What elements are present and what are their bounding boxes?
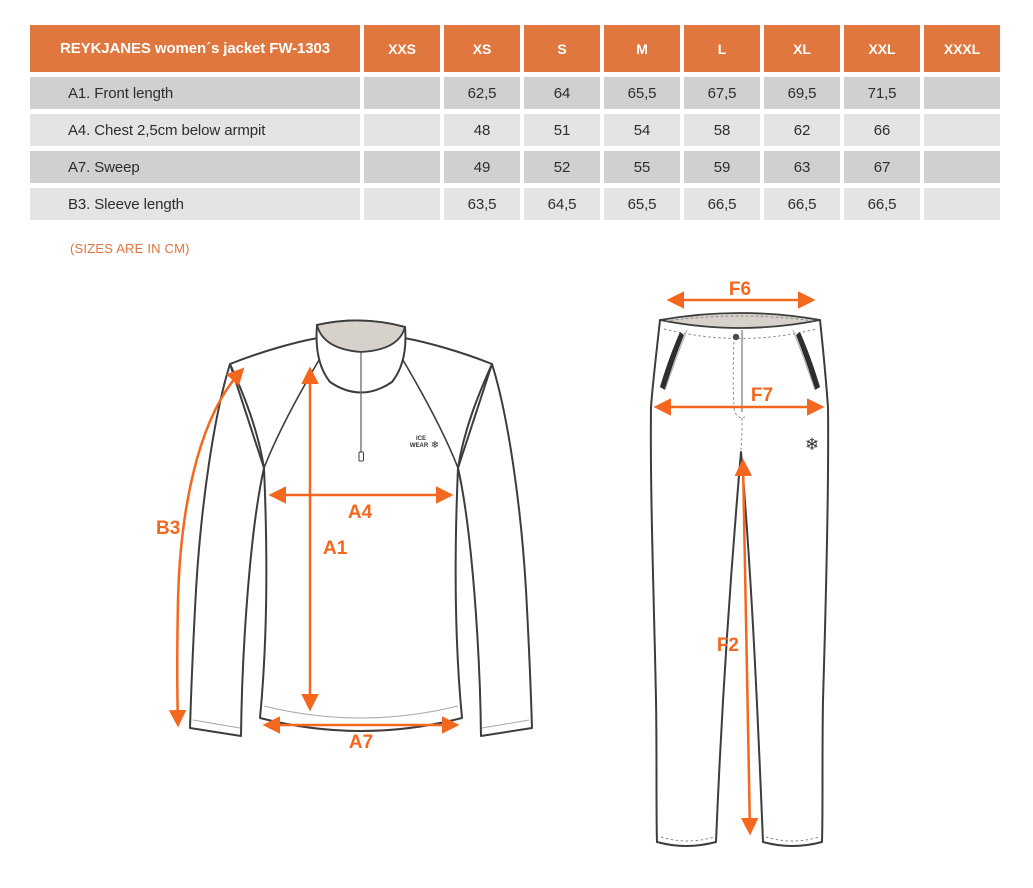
size-value-cell: 55 bbox=[604, 151, 680, 183]
size-value-cell bbox=[924, 77, 1000, 109]
size-value-cell: 49 bbox=[444, 151, 520, 183]
size-value-cell: 69,5 bbox=[764, 77, 840, 109]
size-value-cell: 65,5 bbox=[604, 77, 680, 109]
f6-label: F6 bbox=[728, 280, 752, 300]
size-value-cell bbox=[364, 77, 440, 109]
size-value-cell: 67,5 bbox=[684, 77, 760, 109]
size-value-cell: 63 bbox=[764, 151, 840, 183]
jacket-diagram bbox=[140, 300, 600, 800]
size-col-header-m: M bbox=[604, 25, 680, 72]
f2-label: F2 bbox=[716, 635, 739, 656]
size-value-cell: 66 bbox=[844, 114, 920, 146]
size-table bbox=[30, 25, 1000, 220]
snowflake-icon: ❄ bbox=[430, 440, 440, 451]
size-value-cell bbox=[924, 188, 1000, 220]
size-value-cell: 48 bbox=[444, 114, 520, 146]
size-value-cell: 63,5 bbox=[444, 188, 520, 220]
size-value-cell: 66,5 bbox=[844, 188, 920, 220]
pants-body bbox=[651, 320, 828, 846]
size-value-cell: 59 bbox=[684, 151, 760, 183]
size-value-cell: 51 bbox=[524, 114, 600, 146]
size-value-cell bbox=[924, 151, 1000, 183]
f7-label: F7 bbox=[750, 385, 774, 406]
size-value-cell bbox=[364, 114, 440, 146]
units-note: (SIZES ARE IN CM) bbox=[70, 241, 190, 256]
size-value-cell: 66,5 bbox=[764, 188, 840, 220]
size-col-header-xl: XL bbox=[764, 25, 840, 72]
b3-label: B3 bbox=[156, 518, 181, 539]
size-col-header-xxxl: XXXL bbox=[924, 25, 1000, 72]
size-col-header-xs: XS bbox=[444, 25, 520, 72]
size-col-header-xxl: XXL bbox=[844, 25, 920, 72]
size-col-header-s: S bbox=[524, 25, 600, 72]
a1-label: A1 bbox=[323, 538, 348, 559]
size-value-cell: 54 bbox=[604, 114, 680, 146]
size-value-cell bbox=[924, 114, 1000, 146]
size-value-cell: 62,5 bbox=[444, 77, 520, 109]
size-value-cell: 71,5 bbox=[844, 77, 920, 109]
a7-label: A7 bbox=[348, 732, 374, 753]
size-value-cell: 62 bbox=[764, 114, 840, 146]
size-table-title: REYKJANES women´s jacket FW-1303 bbox=[30, 25, 360, 72]
row-label: A7. Sweep bbox=[30, 151, 360, 183]
row-label: A1. Front length bbox=[30, 77, 360, 109]
row-label: A4. Chest 2,5cm below armpit bbox=[30, 114, 360, 146]
size-col-header-l: L bbox=[684, 25, 760, 72]
size-value-cell: 65,5 bbox=[604, 188, 680, 220]
size-value-cell: 52 bbox=[524, 151, 600, 183]
pants-diagram bbox=[640, 280, 840, 860]
svg-text:WEAR: WEAR bbox=[409, 443, 429, 449]
a4-label: A4 bbox=[347, 502, 373, 523]
waist-button bbox=[733, 334, 739, 340]
zipper-pull bbox=[359, 452, 364, 461]
size-value-cell: 64 bbox=[524, 77, 600, 109]
size-value-cell: 66,5 bbox=[684, 188, 760, 220]
svg-text:ICE: ICE bbox=[415, 436, 427, 442]
size-value-cell: 64,5 bbox=[524, 188, 600, 220]
size-value-cell: 67 bbox=[844, 151, 920, 183]
size-value-cell: 58 bbox=[684, 114, 760, 146]
size-value-cell bbox=[364, 188, 440, 220]
size-value-cell bbox=[364, 151, 440, 183]
size-col-header-xxs: XXS bbox=[364, 25, 440, 72]
snowflake-icon: ❄ bbox=[804, 435, 820, 454]
row-label: B3. Sleeve length bbox=[30, 188, 360, 220]
